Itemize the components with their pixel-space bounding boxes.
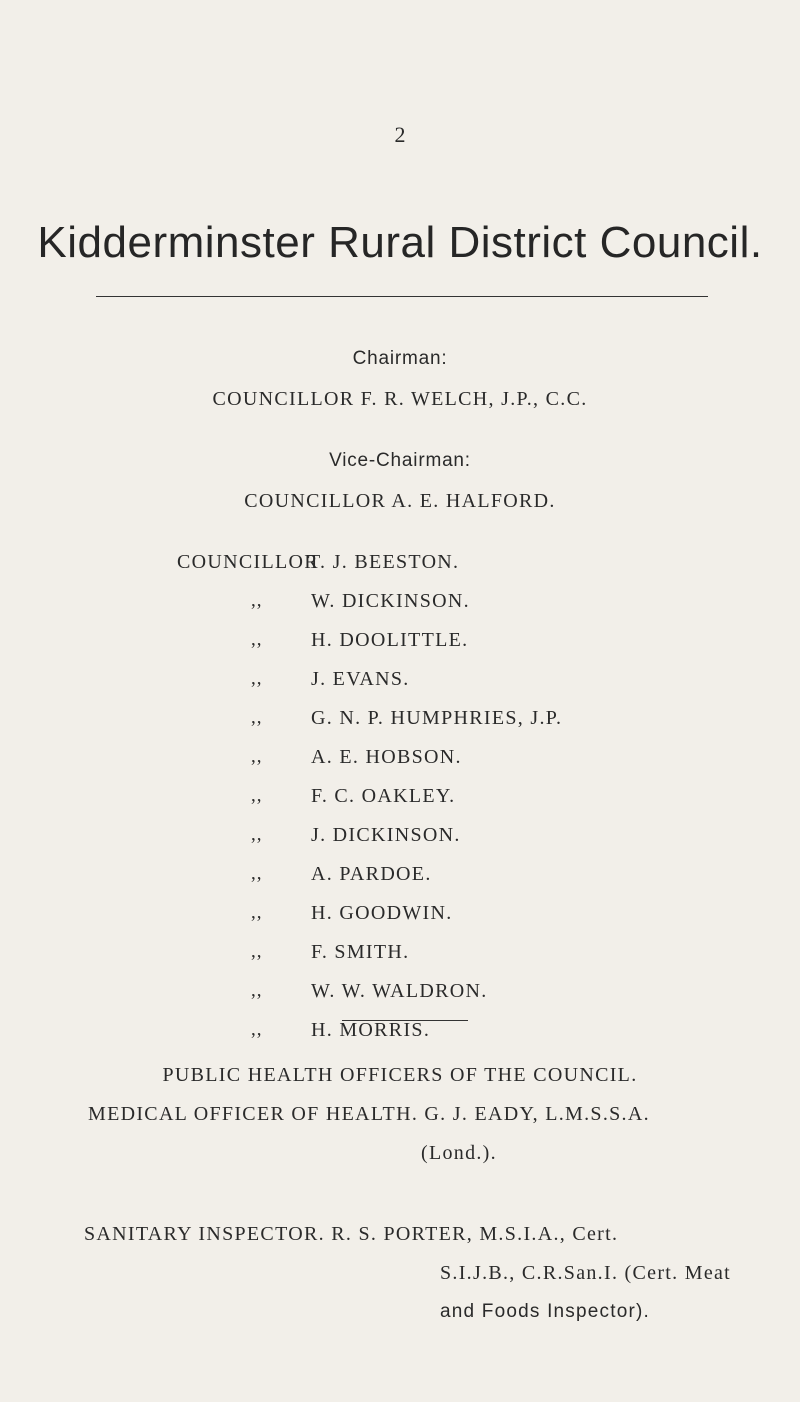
councillor-name: W. DICKINSON. <box>311 590 470 612</box>
councillor-name: A. E. HOBSON. <box>311 746 462 768</box>
ditto-mark: ,, <box>251 785 263 806</box>
chairman-name: COUNCILLOR F. R. WELCH, J.P., C.C. <box>212 388 588 410</box>
councillor-name: H. DOOLITTLE. <box>311 629 469 651</box>
ditto-mark: ,, <box>251 902 263 923</box>
ditto-mark: ,, <box>251 707 263 728</box>
ditto-mark: ,, <box>251 1019 263 1040</box>
vice-chairman-name: COUNCILLOR A. E. HALFORD. <box>244 490 556 512</box>
ditto-mark: ,, <box>251 629 263 650</box>
councillor-name: F. SMITH. <box>311 941 410 963</box>
ditto-mark: ,, <box>251 980 263 1001</box>
sanitary-inspector-title: and Foods Inspector). <box>440 1301 651 1322</box>
section-divider <box>342 1020 468 1021</box>
page-number: 2 <box>394 122 406 147</box>
councillor-name: G. N. P. HUMPHRIES, J.P. <box>311 707 563 729</box>
councillor-prefix: COUNCILLOR <box>177 551 319 573</box>
ditto-mark: ,, <box>251 746 263 767</box>
councillor-name: J. EVANS. <box>311 668 410 690</box>
councillor-name: H. MORRIS. <box>311 1019 431 1041</box>
ditto-mark: ,, <box>251 590 263 611</box>
sanitary-inspector-qualifications: S.I.J.B., C.R.San.I. (Cert. Meat <box>440 1262 732 1284</box>
title-underline <box>96 296 708 297</box>
sanitary-inspector-line: SANITARY INSPECTOR. R. S. PORTER, M.S.I.A., Cert. <box>84 1223 619 1245</box>
councillor-name: F. C. OAKLEY. <box>311 785 456 807</box>
ditto-mark: ,, <box>251 863 263 884</box>
chairman-label: Chairman: <box>352 348 448 369</box>
councillor-name: H. GOODWIN. <box>311 902 453 924</box>
page-title: Kidderminster Rural District Council. <box>37 218 763 267</box>
councillor-name: A. PARDOE. <box>311 863 432 885</box>
councillor-name: J. DICKINSON. <box>311 824 461 846</box>
councillor-name: W. W. WALDRON. <box>311 980 488 1002</box>
medical-officer-line: MEDICAL OFFICER OF HEALTH. G. J. EADY, L.M.S.S.A. <box>88 1103 650 1125</box>
ditto-mark: ,, <box>251 941 263 962</box>
ditto-mark: ,, <box>251 668 263 689</box>
ditto-mark: ,, <box>251 824 263 845</box>
councillor-first: T. J. BEESTON. <box>308 551 460 573</box>
vice-chairman-label: Vice-Chairman: <box>329 450 471 471</box>
officers-heading: PUBLIC HEALTH OFFICERS OF THE COUNCIL. <box>162 1064 638 1086</box>
medical-officer-qualification: (Lond.). <box>421 1142 497 1164</box>
